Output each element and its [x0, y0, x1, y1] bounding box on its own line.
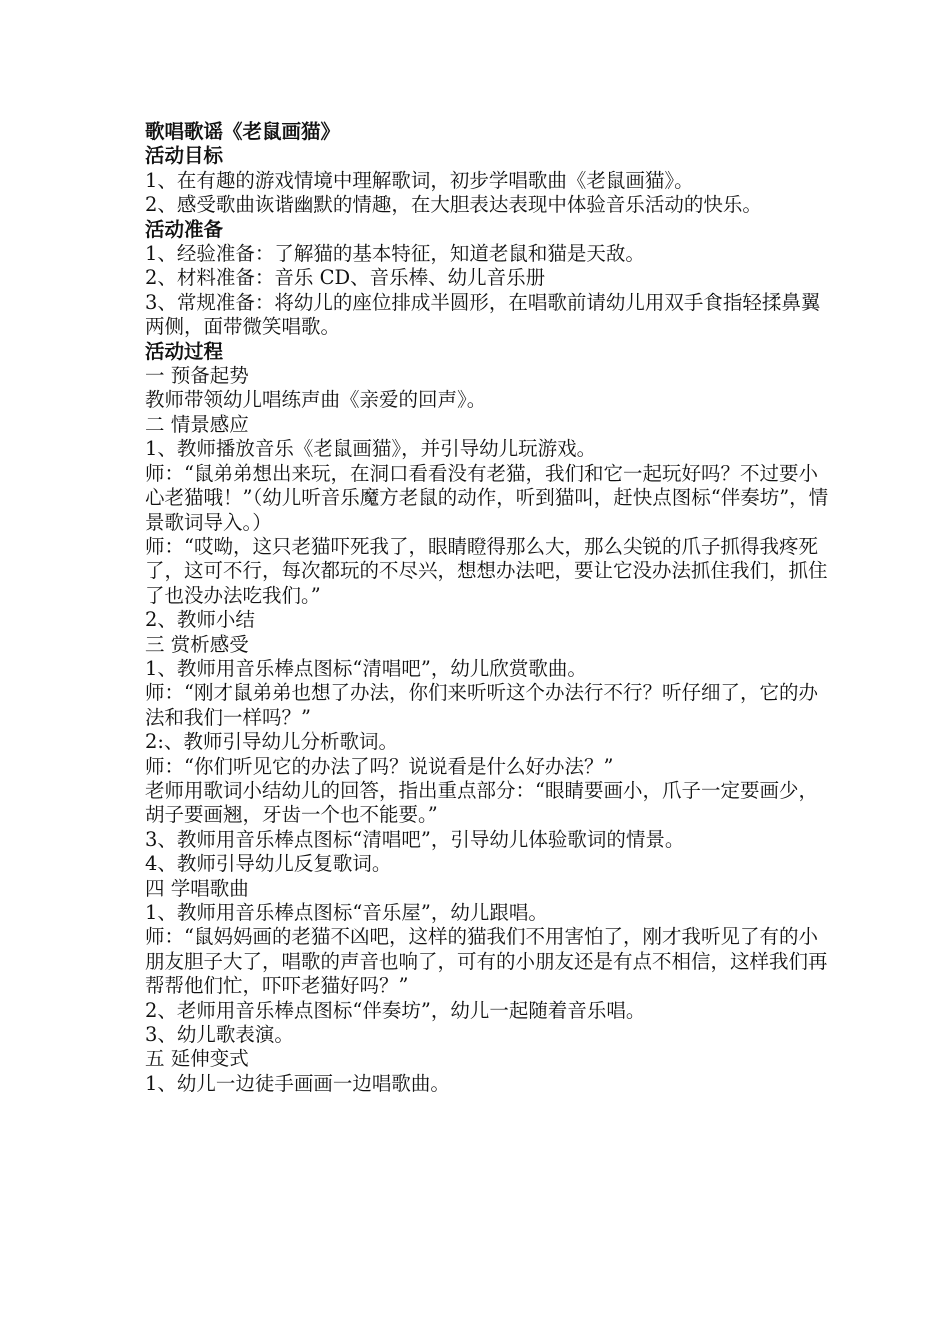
paragraph: 1、幼儿一边徒手画画一边唱歌曲。 [145, 1071, 450, 1095]
paragraph: 4、教师引导幼儿反复歌词。 [145, 852, 392, 876]
paragraph: 3、幼儿歌表演。 [145, 1023, 294, 1047]
document-title: 歌唱歌谣《老鼠画猫》 [145, 120, 341, 143]
paragraph: 师：“鼠妈妈画的老猫不凶吧，这样的猫我们不用害怕了，刚才我听见了有的小朋友胆子大了，唱歌的声音也响了，可有的小朋友还是有点不相信，这样我们再帮帮他们忙，吓吓老猫好吗？” [145, 925, 828, 998]
paragraph: 2、老师用音乐棒点图标“伴奏坊”，幼儿一起随着音乐唱。 [145, 998, 646, 1022]
paragraph: 2、材料准备：音乐 CD、音乐棒、幼儿音乐册 [145, 266, 546, 290]
paragraph: 五 延伸变式 [145, 1047, 249, 1071]
paragraph: 1、在有趣的游戏情境中理解歌词，初步学唱歌曲《老鼠画猫》。 [145, 168, 694, 192]
paragraph: 1、经验准备：了解猫的基本特征，知道老鼠和猫是天敌。 [145, 242, 645, 266]
paragraph: 师：“哎呦，这只老猫吓死我了，眼睛瞪得那么大，那么尖锐的爪子抓得我疼死了，这可不行，每次都玩的不尽兴，想想办法吧，要让它没办法抓住我们，抓住了也没办法吃我们。” [145, 534, 828, 607]
paragraph: 师：“你们听见它的办法了吗？说说看是什么好办法？” [145, 754, 614, 778]
paragraph: 一 预备起势 [145, 364, 249, 388]
paragraph: 2:、教师引导幼儿分析歌词。 [145, 730, 398, 754]
paragraph: 三 赏析感受 [145, 632, 249, 656]
section-heading: 活动准备 [145, 217, 224, 241]
paragraph: 老师用歌词小结幼儿的回答，指出重点部分：“眼睛要画小，爪子一定要画少，胡子要画翘，牙齿一个也不能要。” [145, 778, 818, 827]
paragraph: 二 情景感应 [145, 412, 249, 436]
paragraph: 3、教师用音乐棒点图标“清唱吧”，引导幼儿体验歌词的情景。 [145, 827, 685, 851]
paragraph: 1、教师用音乐棒点图标“音乐屋”，幼儿跟唱。 [145, 901, 548, 924]
section-heading: 活动过程 [145, 339, 224, 363]
paragraph: 2、感受歌曲诙谐幽默的情趣，在大胆表达表现中体验音乐活动的快乐。 [145, 193, 762, 217]
document-body [145, 120, 835, 1096]
paragraph: 3、常规准备：将幼儿的座位排成半圆形，在唱歌前请幼儿用双手食指轻揉鼻翼两侧，面带微笑唱歌。 [145, 290, 821, 339]
paragraph: 教师带领幼儿唱练声曲《亲爱的回声》。 [145, 388, 487, 412]
document-lines [145, 144, 835, 1096]
paragraph: 师：“刚才鼠弟弟也想了办法，你们来听听这个办法行不行？听仔细了，它的办法和我们一样吗？” [145, 681, 818, 729]
paragraph: 师：“鼠弟弟想出来玩，在洞口看看没有老猫，我们和它一起玩好吗？不过要小心老猫哦！”（幼儿听音乐魔方老鼠的动作，听到猫叫，赶快点图标“伴奏坊”，情景歌词导入。） [145, 461, 829, 534]
paragraph: 1、教师播放音乐《老鼠画猫》，并引导幼儿玩游戏。 [145, 437, 597, 461]
paragraph: 2、教师小结 [145, 608, 255, 632]
paragraph: 1、教师用音乐棒点图标“清唱吧”，幼儿欣赏歌曲。 [145, 656, 587, 680]
paragraph: 四 学唱歌曲 [145, 876, 249, 900]
section-heading: 活动目标 [145, 144, 224, 168]
